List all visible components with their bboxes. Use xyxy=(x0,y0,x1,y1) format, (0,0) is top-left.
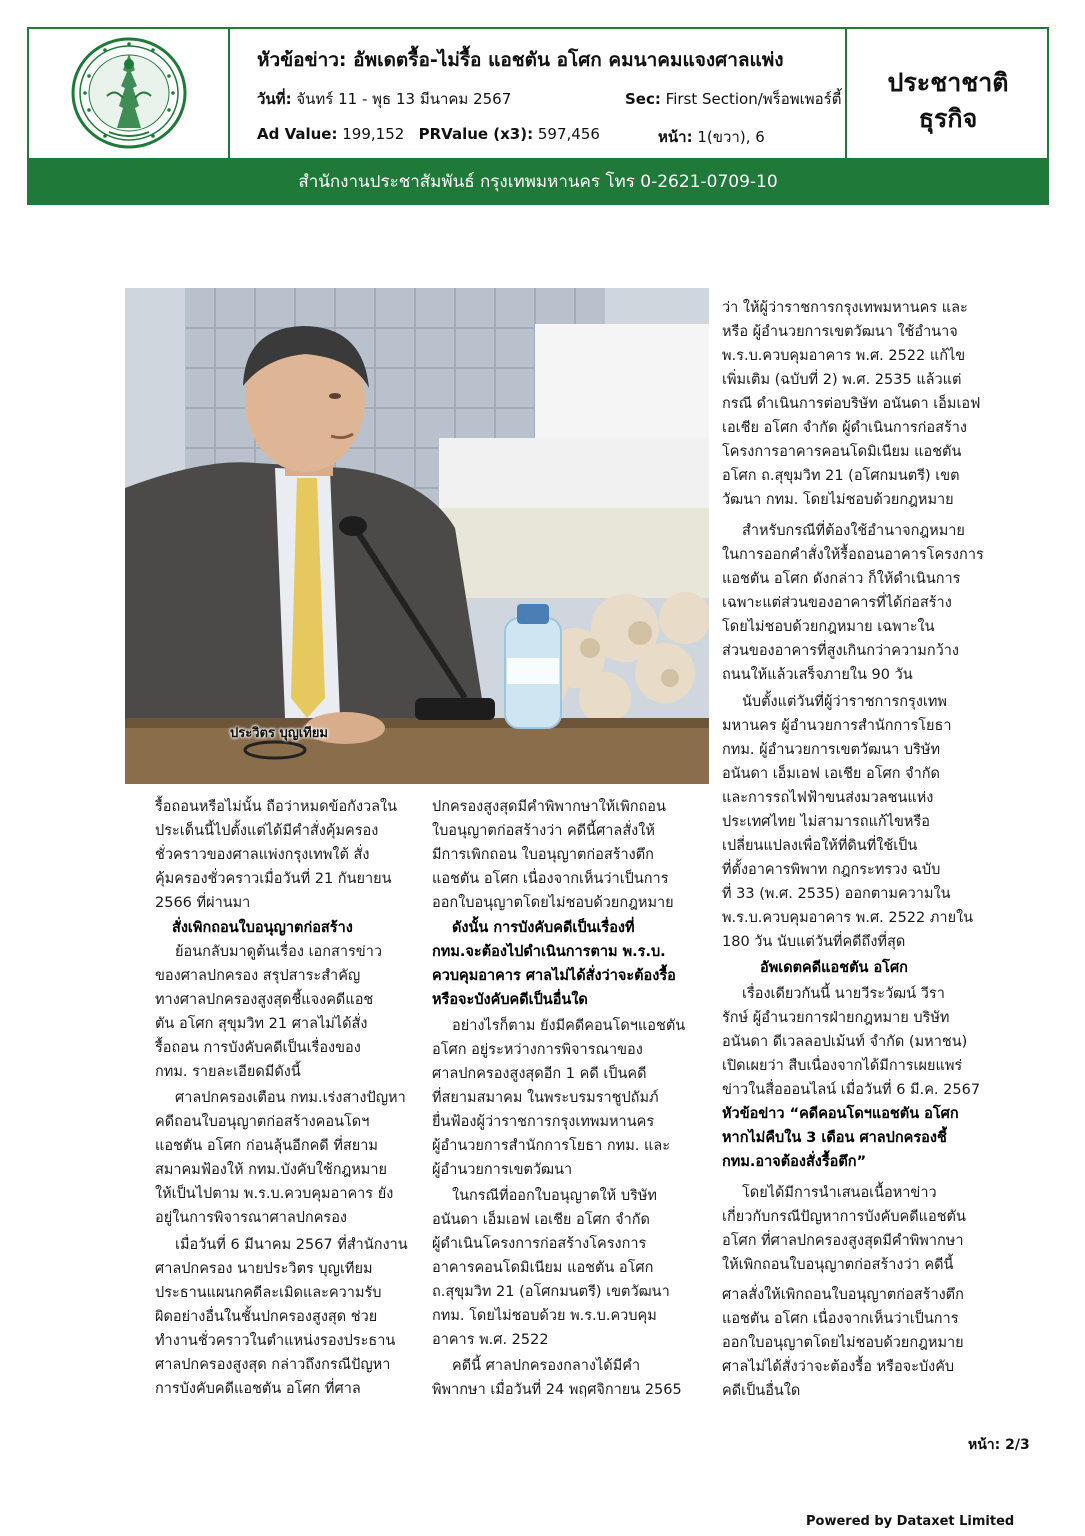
article-line: นับตั้งแต่วันที่ผู้ว่าราชการกรุงเทพ xyxy=(742,694,947,710)
article-line: ปกครองสูงสุดมีคำพิพากษาให้เพิกถอน xyxy=(432,799,666,815)
article-line: พิพากษา เมื่อวันที่ 24 พฤศจิกายน 2565 xyxy=(432,1382,682,1398)
article-line: ย้อนกลับมาดูต้นเรื่อง เอกสารข่าว xyxy=(175,944,382,960)
article-line: วัฒนา กทม. โดยไม่ชอบด้วยกฎหมาย xyxy=(722,492,954,508)
publication-name-line1: ประชาชาติ xyxy=(887,68,1009,97)
article-line: เพิ่มเติม (ฉบับที่ 2) พ.ศ. 2535 แล้วแต่ xyxy=(722,372,962,388)
section-row xyxy=(625,87,841,111)
article-line: สำหรับกรณีที่ต้องใช้อำนาจกฎหมาย xyxy=(742,523,965,539)
logo-cell xyxy=(29,29,230,158)
article-line: เอเชีย อโศก จำกัด ผู้ดำเนินการก่อสร้าง xyxy=(722,420,967,436)
article-line: ผิดอย่างอื่นในชั้นปกครองสูงสุด ช่วย xyxy=(155,1309,378,1325)
article-line: มหานคร ผู้อำนวยการสำนักการโยธา xyxy=(722,718,952,734)
article-line: แอชตัน อโศก เนื่องจากเห็นว่าเป็นการ xyxy=(722,1311,959,1327)
article-photo xyxy=(125,288,709,784)
subheading: สั่งเพิกถอนใบอนุญาตก่อสร้าง xyxy=(172,920,353,936)
ad-value: 199,152 xyxy=(342,125,405,143)
article-line: แอชตัน อโศก ดังกล่าว ก็ให้ดำเนินการ xyxy=(722,571,961,587)
article-line: ว่า ให้ผู้ว่าราชการกรุงเทพมหานคร และ xyxy=(722,300,968,316)
article-line: ในการออกคำสั่งให้รื้อถอนอาคารโครงการ xyxy=(722,547,984,563)
article-line: กทม. โดยไม่ชอบด้วย พ.ร.บ.ควบคุม xyxy=(432,1308,657,1324)
article-line: ใบอนุญาตก่อสร้างว่า คดีนี้ศาลสั่งให้ xyxy=(432,823,655,839)
article-bold-line: หัวข้อข่าว “คดีคอนโดฯแอชตัน อโศก xyxy=(722,1106,959,1122)
article-line: คดีถอนใบอนุญาตก่อสร้างคอนโดฯ xyxy=(155,1114,370,1130)
article-line: อาคาร พ.ศ. 2522 xyxy=(432,1332,549,1348)
article-line: ทางศาลปกครองสูงสุดชี้แจงคดีแอช xyxy=(155,992,374,1008)
article-line: อโศก ถ.สุขุมวิท 21 (อโศกมนตรี) เขต xyxy=(722,468,960,484)
article-bold-line: กทม.อาจต้องสั่งรื้อตึก” xyxy=(722,1154,867,1170)
pr-value-label: PRValue (x3): xyxy=(418,125,534,143)
article-line: คดีเป็นอื่นใด xyxy=(722,1383,801,1399)
article-line: ผู้ดำเนินโครงการก่อสร้างโครงการ xyxy=(432,1236,647,1252)
article-line: ประเทศไทย ไม่สามารถแก้ไขหรือ xyxy=(722,814,930,830)
bangkok-seal-logo xyxy=(69,36,189,151)
article-line: อาคารคอนโดมิเนียม แอชตัน อโศก xyxy=(432,1260,654,1276)
article-line: เมื่อวันที่ 6 มีนาคม 2567 ที่สำนักงาน xyxy=(175,1237,408,1253)
page-row xyxy=(658,125,765,149)
publication-name-line2: ธุรกิจ xyxy=(918,104,978,133)
article-line: ชั่วคราวของศาลแพ่งกรุงเทพใต้ สั่ง xyxy=(155,847,370,863)
article-line: เฉพาะแต่ส่วนของอาคารที่ได้ก่อสร้าง xyxy=(722,595,952,611)
publication-cell xyxy=(849,29,1047,158)
article-bold-line: หากไม่คืบใน 3 เดือน ศาลปกครองชี้ xyxy=(722,1130,947,1146)
article-line: ของศาลปกครอง สรุปสาระสำคัญ xyxy=(155,968,361,984)
article-line: อนันดา ดีเวลลอปเม้นท์ จำกัด (มหาชน) xyxy=(722,1034,968,1050)
article-line: ประเด็นนี้ไปตั้งแต่ได้มีคำสั่งคุ้มครอง xyxy=(155,823,379,839)
article-line: คุ้มครองชั่วคราวเมื่อวันที่ 21 กันยายน xyxy=(155,871,392,887)
article-line: ให้เพิกถอนใบอนุญาตก่อสร้างว่า คดีนี้ xyxy=(722,1257,954,1273)
article-line: โดยได้มีการนำเสนอเนื้อหาข่าว xyxy=(742,1185,937,1201)
article-line: เปิดเผยว่า สืบเนื่องจากได้มีการเผยแพร่ xyxy=(722,1058,963,1074)
page-value: 1(ขวา), 6 xyxy=(697,128,765,146)
photo-illustration xyxy=(125,288,709,784)
article-line: ศาลปกครองเตือน กทม.เร่งสางปัญหา xyxy=(175,1090,406,1106)
article-bold-line: ดังนั้น การบังคับคดีเป็นเรื่องที่ xyxy=(452,920,635,936)
article-line: ศาลปกครองสูงสุดอีก 1 คดี เป็นคดี xyxy=(432,1066,647,1082)
sec-label: Sec: xyxy=(625,90,661,108)
article-line: ออกใบอนุญาตโดยไม่ชอบด้วยกฎหมาย xyxy=(722,1335,964,1351)
article-line: กรณี ดำเนินการต่อบริษัท อนันดา เอ็มเอฟ xyxy=(722,396,981,412)
office-contact-bar: สำนักงานประชาสัมพันธ์ กรุงเทพมหานคร โทร 0-2621-0709-10 xyxy=(27,160,1049,205)
date-value: จันทร์ 11 - พุธ 13 มีนาคม 2567 xyxy=(296,90,512,108)
article-line: กทม. ผู้อำนวยการเขตวัฒนา บริษัท xyxy=(722,742,941,758)
article-line: โครงการอาคารคอนโดมิเนียม แอชตัน xyxy=(722,444,962,460)
article-line: อโศก ที่ศาลปกครองสูงสุดมีคำพิพากษา xyxy=(722,1233,964,1249)
article-line: 180 วัน นับแต่วันที่คดีถึงที่สุด xyxy=(722,934,906,950)
article-line: ข่าวในสื่อออนไลน์ เมื่อวันที่ 6 มี.ค. 2567 xyxy=(722,1082,981,1098)
clipping-header xyxy=(27,27,1049,205)
ad-value-label: Ad Value: xyxy=(257,125,338,143)
article-line: ตัน อโศก สุขุมวิท 21 ศาลไม่ได้สั่ง xyxy=(155,1016,368,1032)
article-line: การบังคับคดีแอชตัน อโศก ที่ศาล xyxy=(155,1381,361,1397)
date-label: วันที่: xyxy=(257,90,292,108)
article-line: และการรถไฟฟ้าขนส่งมวลชนแห่ง xyxy=(722,790,934,806)
article-line: พ.ร.บ.ควบคุมอาคาร พ.ศ. 2522 ภายใน xyxy=(722,910,974,926)
article-line: กทม. รายละเอียดมีดังนี้ xyxy=(155,1064,301,1080)
article-line: แอชตัน อโศก เนื่องจากเห็นว่าเป็นการ xyxy=(432,871,669,887)
article-line: ส่วนของอาคารที่สูงเกินกว่าความกว้าง xyxy=(722,643,959,659)
sec-value: First Section/พร็อพเพอร์ตี้ xyxy=(665,90,842,108)
article-line: เรื่องเดียวกันนี้ นายวีระวัฒน์ วีรา xyxy=(742,986,945,1002)
article-bold-line: หรือจะบังคับคดีเป็นอื่นใด xyxy=(432,992,588,1008)
article-line: ที่สยามสมาคม ในพระบรมราชูปถัมภ์ xyxy=(432,1090,659,1106)
page-number-value: 2/3 xyxy=(1005,1437,1030,1453)
article-line: ให้เป็นไปตาม พ.ร.บ.ควบคุมอาคาร ยัง xyxy=(155,1186,394,1202)
article-line: รักษ์ ผู้อำนวยการฝ่ายกฎหมาย บริษัท xyxy=(722,1010,950,1026)
article-line: ออกใบอนุญาตโดยไม่ชอบด้วยกฎหมาย xyxy=(432,895,674,911)
article-line: ถนนให้แล้วเสร็จภายใน 90 วัน xyxy=(722,667,913,683)
header-box xyxy=(27,27,1049,160)
article-line: อยู่ในการพิจารณาศาลปกครอง xyxy=(155,1210,347,1226)
article-line: ศาลปกครองสูงสุด กล่าวถึงกรณีปัญหา xyxy=(155,1357,391,1373)
powered-by-credit: Powered by Dataxet Limited xyxy=(806,1514,1015,1529)
clipping-info xyxy=(230,29,847,158)
headline-row xyxy=(257,45,784,75)
article-line: รื้อถอนหรือไม่นั้น ถือว่าหมดข้อกังวลใน xyxy=(155,799,398,815)
article-line: แอชตัน อโศก ก่อนลุ้นอีกคดี ที่สยาม xyxy=(155,1138,378,1154)
article-line: สมาคมฟ้องให้ กทม.บังคับใช้กฎหมาย xyxy=(155,1162,387,1178)
page-label: หน้า: xyxy=(658,128,693,146)
article-line: ศาลไม่ได้สั่งว่าจะต้องรื้อ หรือจะบังคับ xyxy=(722,1359,955,1375)
article-line: อนันดา เอ็มเอฟ เอเชีย อโศก จำกัด xyxy=(722,766,940,782)
value-row xyxy=(257,125,600,143)
article-bold-line: กทม.จะต้องไปดำเนินการตาม พ.ร.บ. xyxy=(432,944,666,960)
article-line: ที่ 33 (พ.ศ. 2535) ออกตามความใน xyxy=(722,886,951,902)
page-number-label: หน้า: xyxy=(968,1437,1001,1453)
article-line: มีการเพิกถอน ใบอนุญาตก่อสร้างตึก xyxy=(432,847,654,863)
article-line: ยื่นฟ้องผู้ว่าราชการกรุงเทพมหานคร xyxy=(432,1114,655,1130)
article-line: หรือ ผู้อำนวยการเขตวัฒนา ใช้อำนาจ xyxy=(722,324,958,340)
article-line: ประธานแผนกคดีละเมิดและความรับ xyxy=(155,1285,382,1301)
article-bold-line: ควบคุมอาคาร ศาลไม่ได้สั่งว่าจะต้องรื้อ xyxy=(432,968,676,984)
article-line: อโศก อยู่ระหว่างการพิจารณาของ xyxy=(432,1042,643,1058)
headline-label: หัวข้อข่าว: xyxy=(257,49,347,71)
article-line: 2566 ที่ผ่านมา xyxy=(155,895,251,911)
article-line: โดยไม่ชอบด้วยกฎหมาย เฉพาะใน xyxy=(722,619,935,635)
article-line: ผู้อำนวยการสำนักการโยธา กทม. และ xyxy=(432,1138,671,1154)
article-line: ผู้อำนวยการเขตวัฒนา xyxy=(432,1162,573,1178)
article-line: ศาลสั่งให้เพิกถอนใบอนุญาตก่อสร้างตึก xyxy=(722,1287,964,1303)
article-line: อนันดา เอ็มเอฟ เอเชีย อโศก จำกัด xyxy=(432,1212,650,1228)
article-line: เกี่ยวกับกรณีปัญหาการบังคับคดีแอชตัน xyxy=(722,1209,966,1225)
article-line: พ.ร.บ.ควบคุมอาคาร พ.ศ. 2522 แก้ไข xyxy=(722,348,966,364)
date-row xyxy=(257,87,511,111)
article-line: คดีนี้ ศาลปกครองกลางได้มีคำ xyxy=(452,1358,641,1374)
subheading: อัพเดตคดีแอชตัน อโศก xyxy=(760,960,908,976)
article-line: ถ.สุขุมวิท 21 (อโศกมนตรี) เขตวัฒนา xyxy=(432,1284,670,1300)
article-line: อย่างไรก็ตาม ยังมีคดีคอนโดฯแอชตัน xyxy=(452,1018,686,1034)
article-line: ศาลปกครอง นายประวิตร บุญเทียม xyxy=(155,1261,373,1277)
article-line: รื้อถอน การบังคับคดีเป็นเรื่องของ xyxy=(155,1040,361,1056)
page-number xyxy=(968,1434,1030,1456)
article-line: ทำงานชั่วคราวในตำแหน่งรองประธาน xyxy=(155,1333,396,1349)
article-line: เปลี่ยนแปลงเพื่อให้ที่ดินที่ใช้เป็น xyxy=(722,838,918,854)
article-line: ที่ตั้งอาคารพิพาท กฎกระทรวง ฉบับ xyxy=(722,862,941,878)
photo-caption: ประวิตร บุญเทียม xyxy=(230,726,328,741)
pr-value: 597,456 xyxy=(537,125,600,143)
headline-text: อัพเดตรื้อ-ไม่รื้อ แอชตัน อโศก คมนาคมแจงศาลแพ่ง xyxy=(353,49,784,71)
article-line: ในกรณีที่ออกใบอนุญาตให้ บริษัท xyxy=(452,1188,657,1204)
